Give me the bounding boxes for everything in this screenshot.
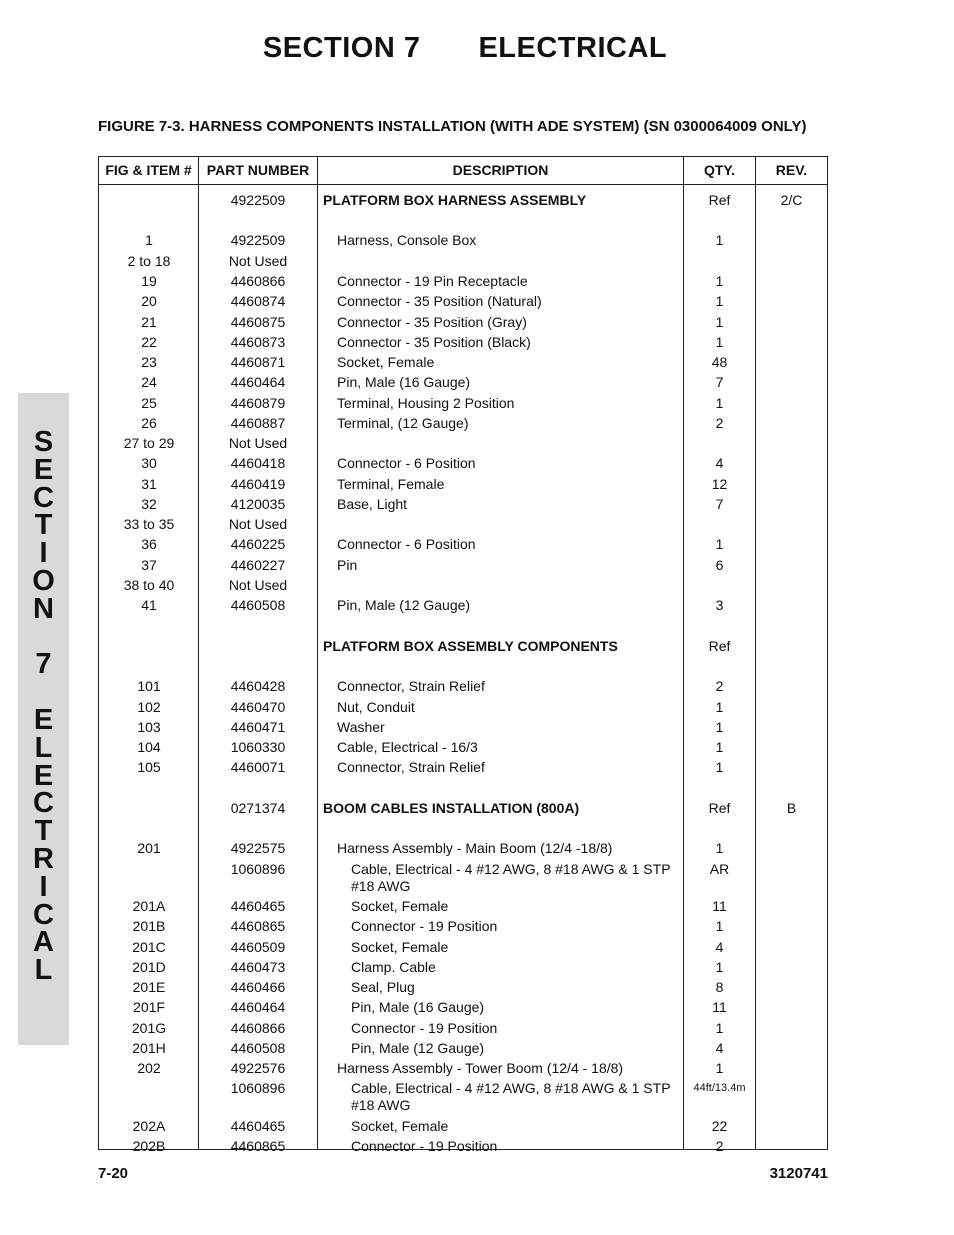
cell-description: Socket, Female xyxy=(337,354,435,370)
cell-part-number: 4460508 xyxy=(230,597,286,613)
side-tab-letter: C xyxy=(33,898,54,931)
cell-fig-item: 201G xyxy=(131,1020,167,1036)
side-tab-letter: L xyxy=(34,954,53,987)
section-header xyxy=(0,32,930,65)
cell-description: Pin, Male (16 Gauge) xyxy=(351,999,485,1015)
cell-fig-item: 25 xyxy=(141,395,157,411)
header-description: DESCRIPTION xyxy=(452,162,549,178)
cell-part-number: 4460464 xyxy=(230,999,286,1015)
cell-qty: 1 xyxy=(715,536,724,552)
side-tab-letter: C xyxy=(33,481,54,514)
header-qty: QTY. xyxy=(703,162,736,178)
cell-fig-item: 201D xyxy=(132,959,166,975)
cell-part-number: 4460871 xyxy=(230,354,286,370)
cell-qty: 48 xyxy=(711,354,728,370)
cell-description: Cable, Electrical - 16/3 xyxy=(337,739,478,755)
cell-fig-item: 31 xyxy=(141,476,157,492)
cell-qty: 4 xyxy=(715,939,724,955)
cell-description: Cable, Electrical - 4 #12 AWG, 8 #18 AWG & 1 STP #18 AWG xyxy=(351,861,671,894)
cell-fig-item: 202 xyxy=(137,1060,161,1076)
cell-description: Connector - 6 Position xyxy=(337,536,476,552)
side-tab-letters xyxy=(18,426,69,987)
cell-part-number: Not Used xyxy=(228,516,288,532)
cell-fig-item: 33 to 35 xyxy=(123,516,175,532)
column-divider xyxy=(317,157,318,1149)
cell-qty: 1 xyxy=(715,739,724,755)
side-tab-letter: T xyxy=(34,815,53,848)
cell-part-number: 4922509 xyxy=(230,232,286,248)
header-rev: REV. xyxy=(775,162,808,178)
document-number: 3120741 xyxy=(769,1165,828,1182)
header-fig-item: FIG & ITEM # xyxy=(105,162,192,178)
cell-description: Socket, Female xyxy=(351,898,449,914)
cell-qty: 1 xyxy=(715,1020,724,1036)
cell-description: Washer xyxy=(337,719,385,735)
header-part-number: PART NUMBER xyxy=(206,162,310,178)
side-tab-letter: A xyxy=(33,926,54,959)
cell-part-number: 4460428 xyxy=(230,678,286,694)
cell-part-number: 4460887 xyxy=(230,415,286,431)
side-tab-letter: C xyxy=(33,787,54,820)
cell-fig-item: 30 xyxy=(141,455,157,471)
table-header-row xyxy=(99,157,827,185)
cell-description: Harness Assembly - Tower Boom (12/4 - 18/8) xyxy=(337,1060,624,1076)
cell-fig-item: 104 xyxy=(137,739,161,755)
cell-description: Seal, Plug xyxy=(351,979,415,995)
side-tab-letter: I xyxy=(39,537,48,570)
cell-part-number: 4922576 xyxy=(230,1060,286,1076)
cell-qty: 2 xyxy=(715,415,724,431)
cell-part-number: 4460471 xyxy=(230,719,286,735)
cell-description: PLATFORM BOX HARNESS ASSEMBLY xyxy=(323,192,587,208)
cell-part-number: 4460875 xyxy=(230,314,286,330)
cell-description: Pin, Male (12 Gauge) xyxy=(337,597,471,613)
cell-description: Terminal, (12 Gauge) xyxy=(337,415,469,431)
cell-fig-item: 41 xyxy=(141,597,157,613)
cell-description: Connector, Strain Relief xyxy=(337,759,485,775)
cell-description: Terminal, Housing 2 Position xyxy=(337,395,515,411)
cell-description: Connector, Strain Relief xyxy=(337,678,485,694)
cell-description: Cable, Electrical - 4 #12 AWG, 8 #18 AWG & 1 STP #18 AWG xyxy=(351,1080,671,1113)
cell-description: Nut, Conduit xyxy=(337,699,415,715)
cell-description: Connector - 35 Position (Gray) xyxy=(337,314,527,330)
cell-fig-item: 22 xyxy=(141,334,157,350)
cell-fig-item: 201E xyxy=(132,979,166,995)
cell-part-number: 1060330 xyxy=(230,739,286,755)
cell-fig-item: 101 xyxy=(137,678,161,694)
figure-caption: FIGURE 7-3. HARNESS COMPONENTS INSTALLATION (WITH ADE SYSTEM) (SN 0300064009 ONLY) xyxy=(98,118,807,135)
cell-qty: 1 xyxy=(715,918,724,934)
cell-qty: 4 xyxy=(715,455,724,471)
cell-fig-item: 32 xyxy=(141,496,157,512)
cell-part-number: 4460419 xyxy=(230,476,286,492)
cell-description: Connector - 19 Position xyxy=(351,1020,498,1036)
cell-part-number: 4460473 xyxy=(230,959,286,975)
side-tab-letter: I xyxy=(39,870,48,903)
section-side-tab xyxy=(18,393,69,1045)
cell-qty: 11 xyxy=(712,999,727,1015)
cell-qty: 1 xyxy=(715,959,724,975)
cell-fig-item: 1 xyxy=(145,232,153,248)
cell-description: Connector - 19 Position xyxy=(351,918,498,934)
cell-qty: Ref xyxy=(708,800,731,816)
cell-part-number: 0271374 xyxy=(230,800,286,816)
cell-description: Connector - 19 Position xyxy=(351,1138,498,1154)
section-title: ELECTRICAL xyxy=(478,32,668,64)
cell-fig-item: 38 to 40 xyxy=(123,577,175,593)
cell-qty: 7 xyxy=(715,374,724,390)
cell-fig-item: 201A xyxy=(132,898,166,914)
cell-qty: 7 xyxy=(715,496,724,512)
cell-description: Pin, Male (16 Gauge) xyxy=(337,374,471,390)
cell-part-number: 1060896 xyxy=(230,861,286,877)
cell-part-number: 4460225 xyxy=(230,536,286,552)
cell-fig-item: 37 xyxy=(141,557,157,573)
cell-part-number: Not Used xyxy=(228,577,288,593)
cell-part-number: 4460227 xyxy=(230,557,286,573)
cell-fig-item: 201F xyxy=(133,999,165,1015)
cell-part-number: 4460466 xyxy=(230,979,286,995)
cell-description: Connector - 19 Pin Receptacle xyxy=(337,273,528,289)
cell-qty: 1 xyxy=(715,699,724,715)
parts-table xyxy=(98,156,828,1154)
cell-qty: 6 xyxy=(715,557,724,573)
cell-fig-item: 201H xyxy=(132,1040,166,1056)
section-number: SECTION 7 xyxy=(262,32,421,64)
side-tab-letter: E xyxy=(33,453,54,486)
cell-description: Clamp. Cable xyxy=(351,959,436,975)
cell-part-number: 4120035 xyxy=(230,496,286,512)
cell-qty: 1 xyxy=(715,314,724,330)
cell-part-number: 4460866 xyxy=(230,273,286,289)
cell-fig-item: 20 xyxy=(141,293,157,309)
cell-description: Socket, Female xyxy=(351,1118,449,1134)
cell-qty: 1 xyxy=(715,719,724,735)
cell-fig-item: 19 xyxy=(141,273,157,289)
side-tab-letter: S xyxy=(33,426,54,458)
cell-fig-item: 24 xyxy=(141,374,157,390)
cell-fig-item: 26 xyxy=(141,415,157,431)
cell-fig-item: 105 xyxy=(137,759,161,775)
side-tab-letter: 7 xyxy=(35,648,52,681)
side-tab-letter: E xyxy=(33,703,54,736)
cell-qty: 11 xyxy=(712,898,727,914)
cell-part-number: 4460879 xyxy=(230,395,286,411)
cell-part-number: 4460866 xyxy=(230,1020,286,1036)
cell-part-number: 4460465 xyxy=(230,1118,286,1134)
cell-part-number: 4922575 xyxy=(230,840,286,856)
cell-qty: 1 xyxy=(715,232,724,248)
side-tab-letter: N xyxy=(33,592,54,625)
cell-part-number: 4460508 xyxy=(230,1040,286,1056)
side-tab-letter: L xyxy=(34,731,53,764)
cell-fig-item: 201B xyxy=(132,918,166,934)
cell-fig-item: 36 xyxy=(141,536,157,552)
side-tab-letter: E xyxy=(33,759,54,792)
cell-fig-item: 202B xyxy=(132,1138,166,1154)
cell-qty: Ref xyxy=(708,192,731,208)
side-tab-letter: R xyxy=(33,842,54,875)
cell-qty: 1 xyxy=(715,334,724,350)
cell-description: Terminal, Female xyxy=(337,476,445,492)
cell-fig-item: 23 xyxy=(141,354,157,370)
page-number: 7-20 xyxy=(98,1165,129,1182)
cell-description: Connector - 6 Position xyxy=(337,455,476,471)
cell-qty: 8 xyxy=(715,979,724,995)
cell-qty: 3 xyxy=(715,597,724,613)
cell-part-number: 1060896 xyxy=(230,1080,286,1096)
cell-fig-item: 21 xyxy=(141,314,157,330)
cell-qty: 1 xyxy=(715,840,724,856)
cell-fig-item: 2 to 18 xyxy=(127,253,171,269)
cell-rev: 2/C xyxy=(780,192,803,208)
cell-part-number: 4460418 xyxy=(230,455,286,471)
cell-description: Pin xyxy=(337,557,358,573)
cell-rev: B xyxy=(786,800,797,816)
cell-qty: 1 xyxy=(715,273,724,289)
column-divider xyxy=(755,157,756,1149)
cell-fig-item: 202A xyxy=(132,1118,166,1134)
cell-part-number: Not Used xyxy=(228,435,288,451)
cell-fig-item: 102 xyxy=(137,699,161,715)
cell-qty: 2 xyxy=(715,678,724,694)
cell-qty: 22 xyxy=(711,1118,728,1134)
cell-qty: 12 xyxy=(711,476,728,492)
cell-description: Socket, Female xyxy=(351,939,449,955)
cell-part-number: 4460465 xyxy=(230,898,286,914)
cell-qty: 2 xyxy=(715,1138,724,1154)
cell-qty: 1 xyxy=(715,1060,724,1076)
cell-fig-item: 201C xyxy=(132,939,166,955)
cell-part-number: 4460464 xyxy=(230,374,286,390)
cell-qty: 1 xyxy=(715,759,724,775)
cell-qty: 44ft/13.4m xyxy=(693,1082,746,1094)
cell-part-number: 4460873 xyxy=(230,334,286,350)
cell-qty: 1 xyxy=(715,395,724,411)
cell-fig-item: 27 to 29 xyxy=(123,435,175,451)
cell-description: BOOM CABLES INSTALLATION (800A) xyxy=(323,800,580,816)
cell-fig-item: 201 xyxy=(137,840,161,856)
cell-part-number: 4460865 xyxy=(230,918,286,934)
cell-part-number: 4922509 xyxy=(230,192,286,208)
side-tab-letter: O xyxy=(32,564,55,597)
cell-part-number: 4460470 xyxy=(230,699,286,715)
cell-description: Connector - 35 Position (Black) xyxy=(337,334,531,350)
cell-part-number: Not Used xyxy=(228,253,288,269)
cell-part-number: 4460874 xyxy=(230,293,286,309)
cell-description: Base, Light xyxy=(337,496,408,512)
cell-qty: 1 xyxy=(715,293,724,309)
cell-description: Pin, Male (12 Gauge) xyxy=(351,1040,485,1056)
cell-part-number: 4460865 xyxy=(230,1138,286,1154)
cell-qty: 4 xyxy=(715,1040,724,1056)
cell-part-number: 4460509 xyxy=(230,939,286,955)
cell-description: Connector - 35 Position (Natural) xyxy=(337,293,542,309)
cell-description: PLATFORM BOX ASSEMBLY COMPONENTS xyxy=(323,638,618,654)
cell-qty: AR xyxy=(709,861,730,877)
cell-part-number: 4460071 xyxy=(230,759,286,775)
cell-fig-item: 103 xyxy=(137,719,161,735)
cell-description: Harness Assembly - Main Boom (12/4 -18/8) xyxy=(337,840,613,856)
cell-description: Harness, Console Box xyxy=(337,232,477,248)
cell-qty: Ref xyxy=(708,638,731,654)
side-tab-letter: T xyxy=(34,509,53,542)
